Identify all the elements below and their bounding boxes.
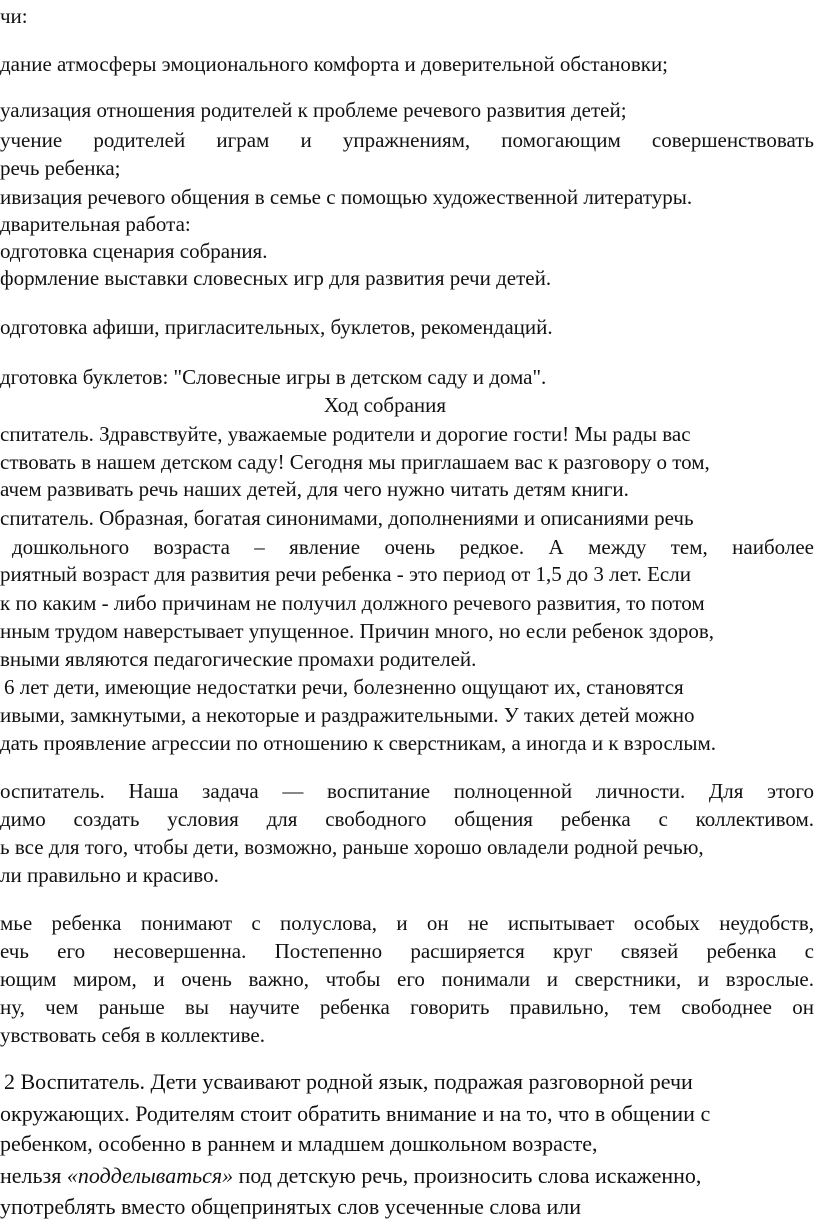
para-line: ли правильно и красиво. (0, 863, 219, 887)
task-item: учение родителей играм и упражнениям, помогающим совершенствовать (0, 128, 814, 152)
para-line: 2 Воспитатель. Дети усваивают родной язык, подражая разговорной речи (4, 1069, 693, 1094)
para-line: димо создать условия для свободного общения ребенка с коллективом. (0, 807, 814, 831)
para-line: ь все для того, чтобы дети, возможно, раньше хорошо овладели родной речью, (0, 835, 704, 859)
para-line: нным трудом наверстывает упущенное. Причин много, но если ребенок здоров, (0, 619, 714, 643)
task-item: речь ребенка; (0, 156, 121, 180)
para-line: ачем развивать речь наших детей, для чего нужно читать детям книги. (0, 477, 629, 501)
prep-heading: дварительная работа: (0, 212, 191, 236)
para-line: спитатель. Здравствуйте, уважаемые родители и дорогие гости! Мы рады вас (0, 422, 691, 446)
para-line: ну, чем раньше вы научите ребенка говорить правильно, тем свободнее он (0, 995, 814, 1019)
para-line: окружающих. Родителям стоит обратить внимание и на то, что в общении с (0, 1101, 711, 1126)
para-line: ющим миром, и очень важно, чтобы его понимали и сверстники, и взрослые. (0, 967, 814, 991)
para-line: спитатель. Образная, богатая синонимами, дополнениями и описаниями речь (0, 506, 694, 530)
para-line: риятный возраст для развития речи ребенка - это период от 1,5 до 3 лет. Если (0, 562, 691, 586)
task-item: дание атмосферы эмоционального комфорта и доверительной обстановки; (0, 52, 669, 76)
prep-item: одготовка афиши, пригласительных, буклетов, рекомендаций. (0, 315, 553, 339)
tasks-heading: чи: (0, 4, 28, 28)
para-line: оспитатель. Наша задача — воспитание полноценной личности. Для этого (0, 779, 814, 803)
para-line: дошкольного возраста – явление очень редкое. А между тем, наиболее (12, 535, 814, 559)
para-line-with-italic (0, 1163, 701, 1189)
para-line: ребенком, особенно в раннем и младшем дошкольном возрасте, (0, 1131, 598, 1156)
para-line: увствовать себя в коллективе. (0, 1023, 265, 1047)
task-item: ивизация речевого общения в семье с помощью художественной литературы. (0, 185, 693, 209)
prep-item: дготовка буклетов: "Словесные игры в детском саду и дома". (0, 365, 547, 389)
italic-term: «подделываться» (66, 1163, 234, 1188)
para-line: 6 лет дети, имеющие недостатки речи, болезненно ощущают их, становятся (4, 675, 684, 699)
prep-item: одготовка сценария собрания. (0, 239, 268, 263)
para-text: нельзя (0, 1163, 67, 1188)
para-line: употреблять вместо общепринятых слов усеченные слова или (0, 1194, 582, 1219)
para-line: ствовать в нашем детском саду! Сегодня мы приглашаем вас к разговору о том, (0, 450, 710, 474)
para-line: ивыми, замкнутыми, а некоторые и раздражительными. У таких детей можно (0, 703, 695, 727)
para-line: мье ребенка понимают с полуслова, и он не испытывает особых неудобств, (0, 911, 814, 935)
para-text: под детскую речь, произносить слова искаженно, (233, 1163, 702, 1188)
course-title: Ход собрания (323, 393, 447, 417)
para-line: дать проявление агрессии по отношению к сверстникам, а иногда и к взрослым. (0, 731, 716, 755)
para-line: к по каким - либо причинам не получил должного речевого развития, то потом (0, 591, 705, 615)
prep-item: формление выставки словесных игр для развития речи детей. (0, 266, 552, 290)
para-line: вными являются педагогические промахи родителей. (0, 647, 477, 671)
para-line: ечь его несовершенна. Постепенно расширяется круг связей ребенка с (0, 939, 814, 963)
task-item: уализация отношения родителей к проблеме речевого развития детей; (0, 98, 627, 122)
